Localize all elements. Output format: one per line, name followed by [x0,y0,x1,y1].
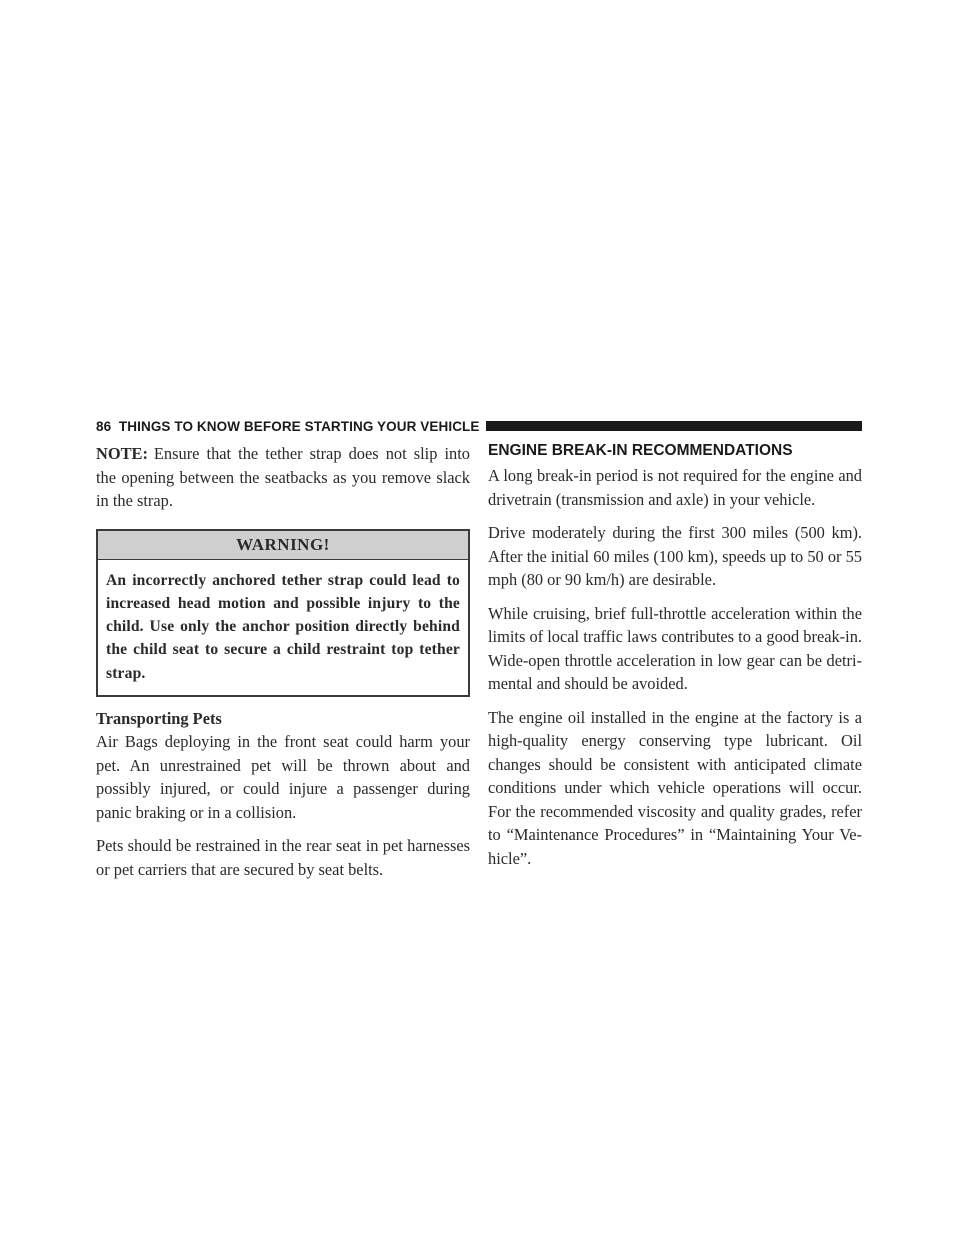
pets-paragraph-1: Air Bags deploying in the front seat could harm your pet. An unrestrained pet will be thrown about and possibly injured, or could injure a passenger during panic braking or in a collision. [96,732,470,822]
break-in-paragraph-1: A long break-in period is not required for the engine and drivetrain (transmission and axle) in your vehicle. [488,466,862,509]
note-paragraph [96,442,470,513]
pets-paragraph-2: Pets should be restrained in the rear seat in pet harnesses or pet carriers that are secured by seat belts. [96,836,470,879]
warning-box [96,529,470,697]
page-header-text [96,419,480,434]
warning-title: WARNING! [98,531,468,560]
section-title: ENGINE BREAK-IN RECOMMENDATIONS [488,442,793,459]
page-header-title: THINGS TO KNOW BEFORE STARTING YOUR VEHICLE [118,418,480,434]
break-in-paragraph-3: While cruising, brief full-throttle acceleration within the limits of local traffic laws contributes to a good break-in. Wide-open throttle acceleration in low gear can be detri-mental and should be avoided. [488,603,862,693]
break-in-paragraph-4: The engine oil installed in the engine at the factory is a high-quality energy conserving type lubricant. Oil changes should be consistent with anticipated climate conditions under which vehicle operations will occur. For the recommended viscosity and quality grades, refer to “Maintenance Procedures” in “Maintaining Your Ve-hicle”. [488,707,862,868]
right-column [488,442,862,870]
break-in-paragraph-2: Drive moderately during the first 300 miles (500 km). After the initial 60 miles (100 km), speeds up to 50 or 55 mph (80 or 90 km/h) are desirable. [488,523,862,589]
left-column [96,442,470,881]
warning-text: An incorrectly anchored tether strap could lead to increased head motion and possible injury to the child. Use only the anchor position directly behind the child seat to secure a child restraint top tether strap. [106,571,460,682]
header-rule [486,421,863,431]
page-header [96,417,862,435]
page-number: 86 [96,418,112,434]
note-text: Ensure that the tether strap does not slip into the opening between the seatbacks as you remove slack in the strap. [96,444,470,510]
pets-heading: Transporting Pets [96,708,222,728]
note-label: NOTE: [96,444,148,463]
